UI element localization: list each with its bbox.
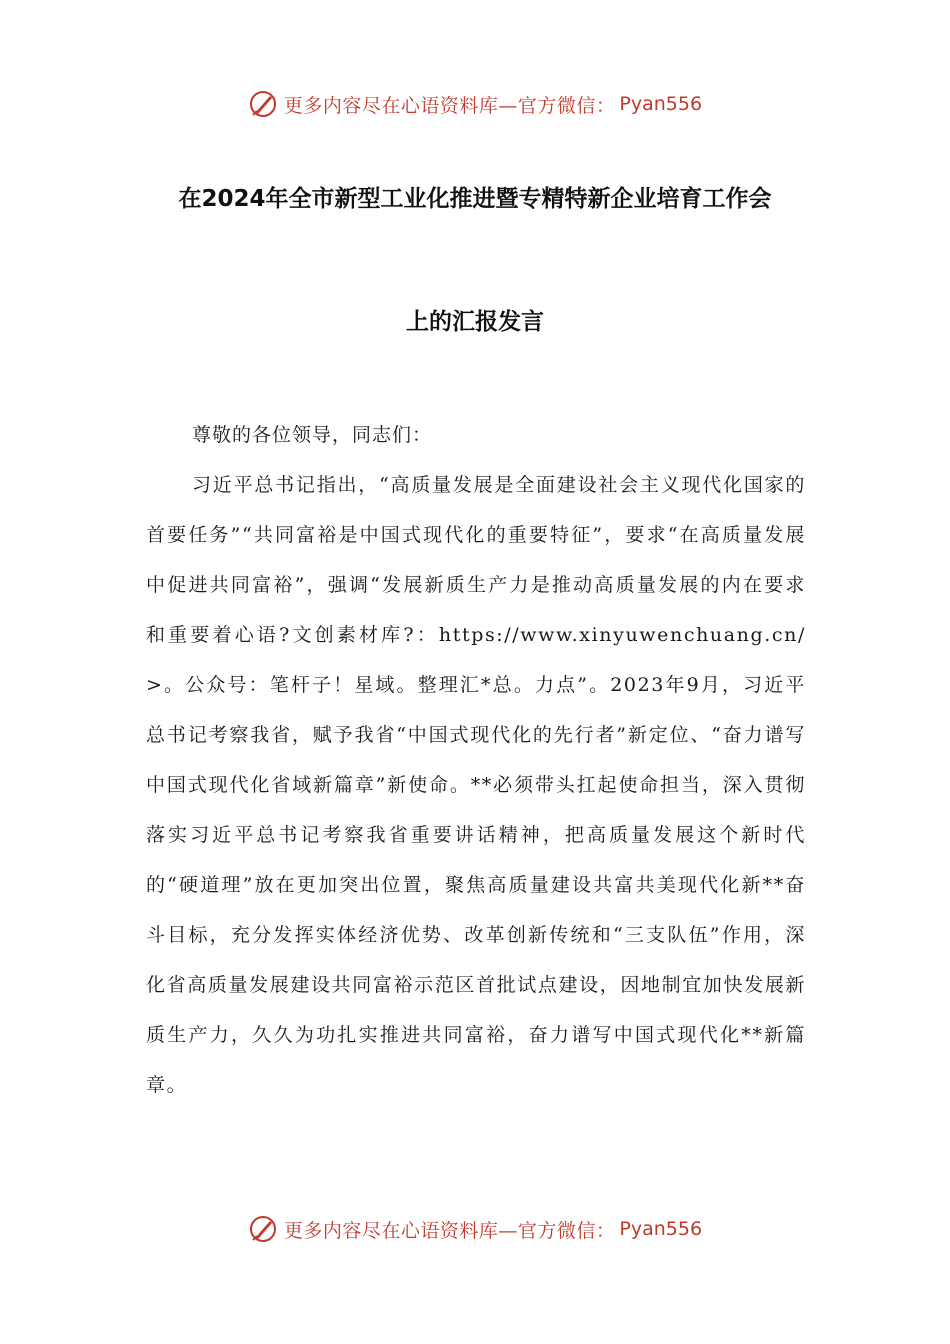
document-title-line-2: 上的汇报发言 <box>406 309 544 335</box>
document-title-line-1: 在2024年全市新型工业化推进暨专精特新企业培育工作会 <box>178 186 772 212</box>
banner-text: 更多内容尽在心语资料库—官方微信： <box>283 1219 616 1242</box>
quill-pen-logo-icon <box>248 1214 278 1244</box>
footer-banner <box>0 1207 950 1251</box>
wechat-id: Pyan556 <box>619 93 703 115</box>
body-paragraph: 习近平总书记指出，“高质量发展是全面建设社会主义现代化国家的首要任务”“共同富裕是中国式现代化的重要特征”，要求“在高质量发展中促进共同富裕”，强调“发展新质生产力是推动高质量发展的内在要求和重要着心语?文创素材库?：https://www.xinyuwenchuang.cn/>。公众号：笔杆子！星域。整理汇*总。力点”。2023年9月，习近平总书记考察我省，赋予我省“中国式现代化的先行者”新定位、“奋力谱写中国式现代化省域新篇章”新使命。**必须带头扛起使命担当，深入贯彻落实习近平总书记考察我省重要讲话精神，把高质量发展这个新时代的“硬道理”放在更加突出位置，聚焦高质量建设共富共美现代化新**奋斗目标，充分发挥实体经济优势、改革创新传统和“三支队伍”作用，深化省高质量发展建设共同富裕示范区首批试点建设，因地制宜加快发展新质生产力，久久为功扎实推进共同富裕，奋力谱写中国式现代化**新篇章。 <box>146 474 806 1096</box>
quill-pen-logo-icon <box>248 89 278 119</box>
wechat-id: Pyan556 <box>619 1218 703 1240</box>
header-banner <box>0 82 950 126</box>
banner-text: 更多内容尽在心语资料库—官方微信： <box>283 94 616 117</box>
salutation: 尊敬的各位领导，同志们： <box>192 424 433 446</box>
